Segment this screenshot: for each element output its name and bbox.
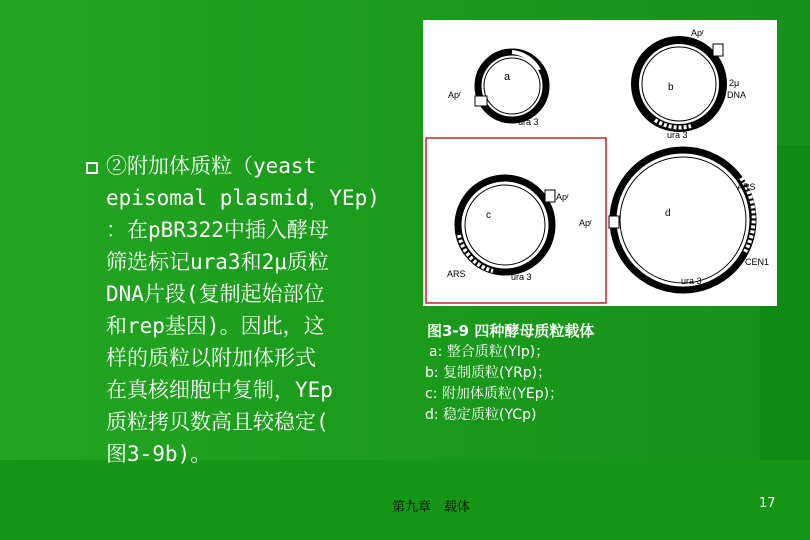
plasmid-diagram	[423, 20, 777, 306]
plasmid-d-label-ars: ARS	[737, 182, 756, 192]
plasmid-b-label-2mu: 2μ	[729, 78, 740, 88]
plasmid-b-label-apr: Apʳ	[691, 28, 705, 38]
figure-caption	[425, 320, 685, 426]
plasmid-a	[448, 52, 546, 127]
plasmid-d-label-ura3: ura 3	[681, 276, 702, 286]
plasmid-b	[635, 28, 746, 140]
bullet-square-icon	[86, 162, 98, 174]
caption-line: b: 复制质粒(YRp)；	[425, 365, 552, 381]
plasmid-c-id: c	[486, 210, 491, 221]
plasmid-c-label-ura3: ura 3	[511, 272, 532, 282]
slide-body-text: ②附加体质粒（yeast episomal plasmid，YEp) ：在pBR322中插入酵母 筛选标记ura3和2μ质粒 DNA片段(复制起始部位 和rep基因)。因此，这 样的质粒以附加体形式 在真核细胞中复制，YEp 质粒拷贝数高且较稳定( 图3-9b)。	[106, 154, 380, 466]
plasmid-figure	[423, 20, 777, 306]
caption-title: 图3-9 四种酵母质粒载体	[427, 322, 595, 340]
caption-line: d: 稳定质粒(YCp)	[425, 407, 537, 423]
plasmid-d-label-cen1: CEN1	[745, 257, 770, 267]
caption-line: a: 整合质粒(YIp)；	[429, 344, 550, 360]
plasmid-c	[447, 178, 569, 282]
plasmid-a-id: a	[504, 71, 511, 83]
plasmid-d-id: d	[665, 208, 671, 219]
plasmid-b-label-ura3: ura 3	[667, 130, 688, 140]
footer-chapter: 第九章 载体	[392, 500, 471, 515]
plasmid-a-label-ura3: ura 3	[518, 117, 539, 127]
caption-line: c: 附加体质粒(YEp)；	[425, 386, 564, 402]
plasmid-d-label-apr: Apʳ	[579, 218, 593, 228]
plasmid-d	[579, 150, 769, 290]
page-number: 17	[759, 496, 776, 511]
plasmid-c-label-ars: ARS	[447, 269, 466, 279]
plasmid-a-label-apr-left: Apʳ	[448, 90, 462, 100]
plasmid-b-id: b	[668, 82, 674, 93]
plasmid-b-label-dna: DNA	[727, 90, 747, 100]
plasmid-c-label-apr: Apʳ	[556, 192, 570, 202]
